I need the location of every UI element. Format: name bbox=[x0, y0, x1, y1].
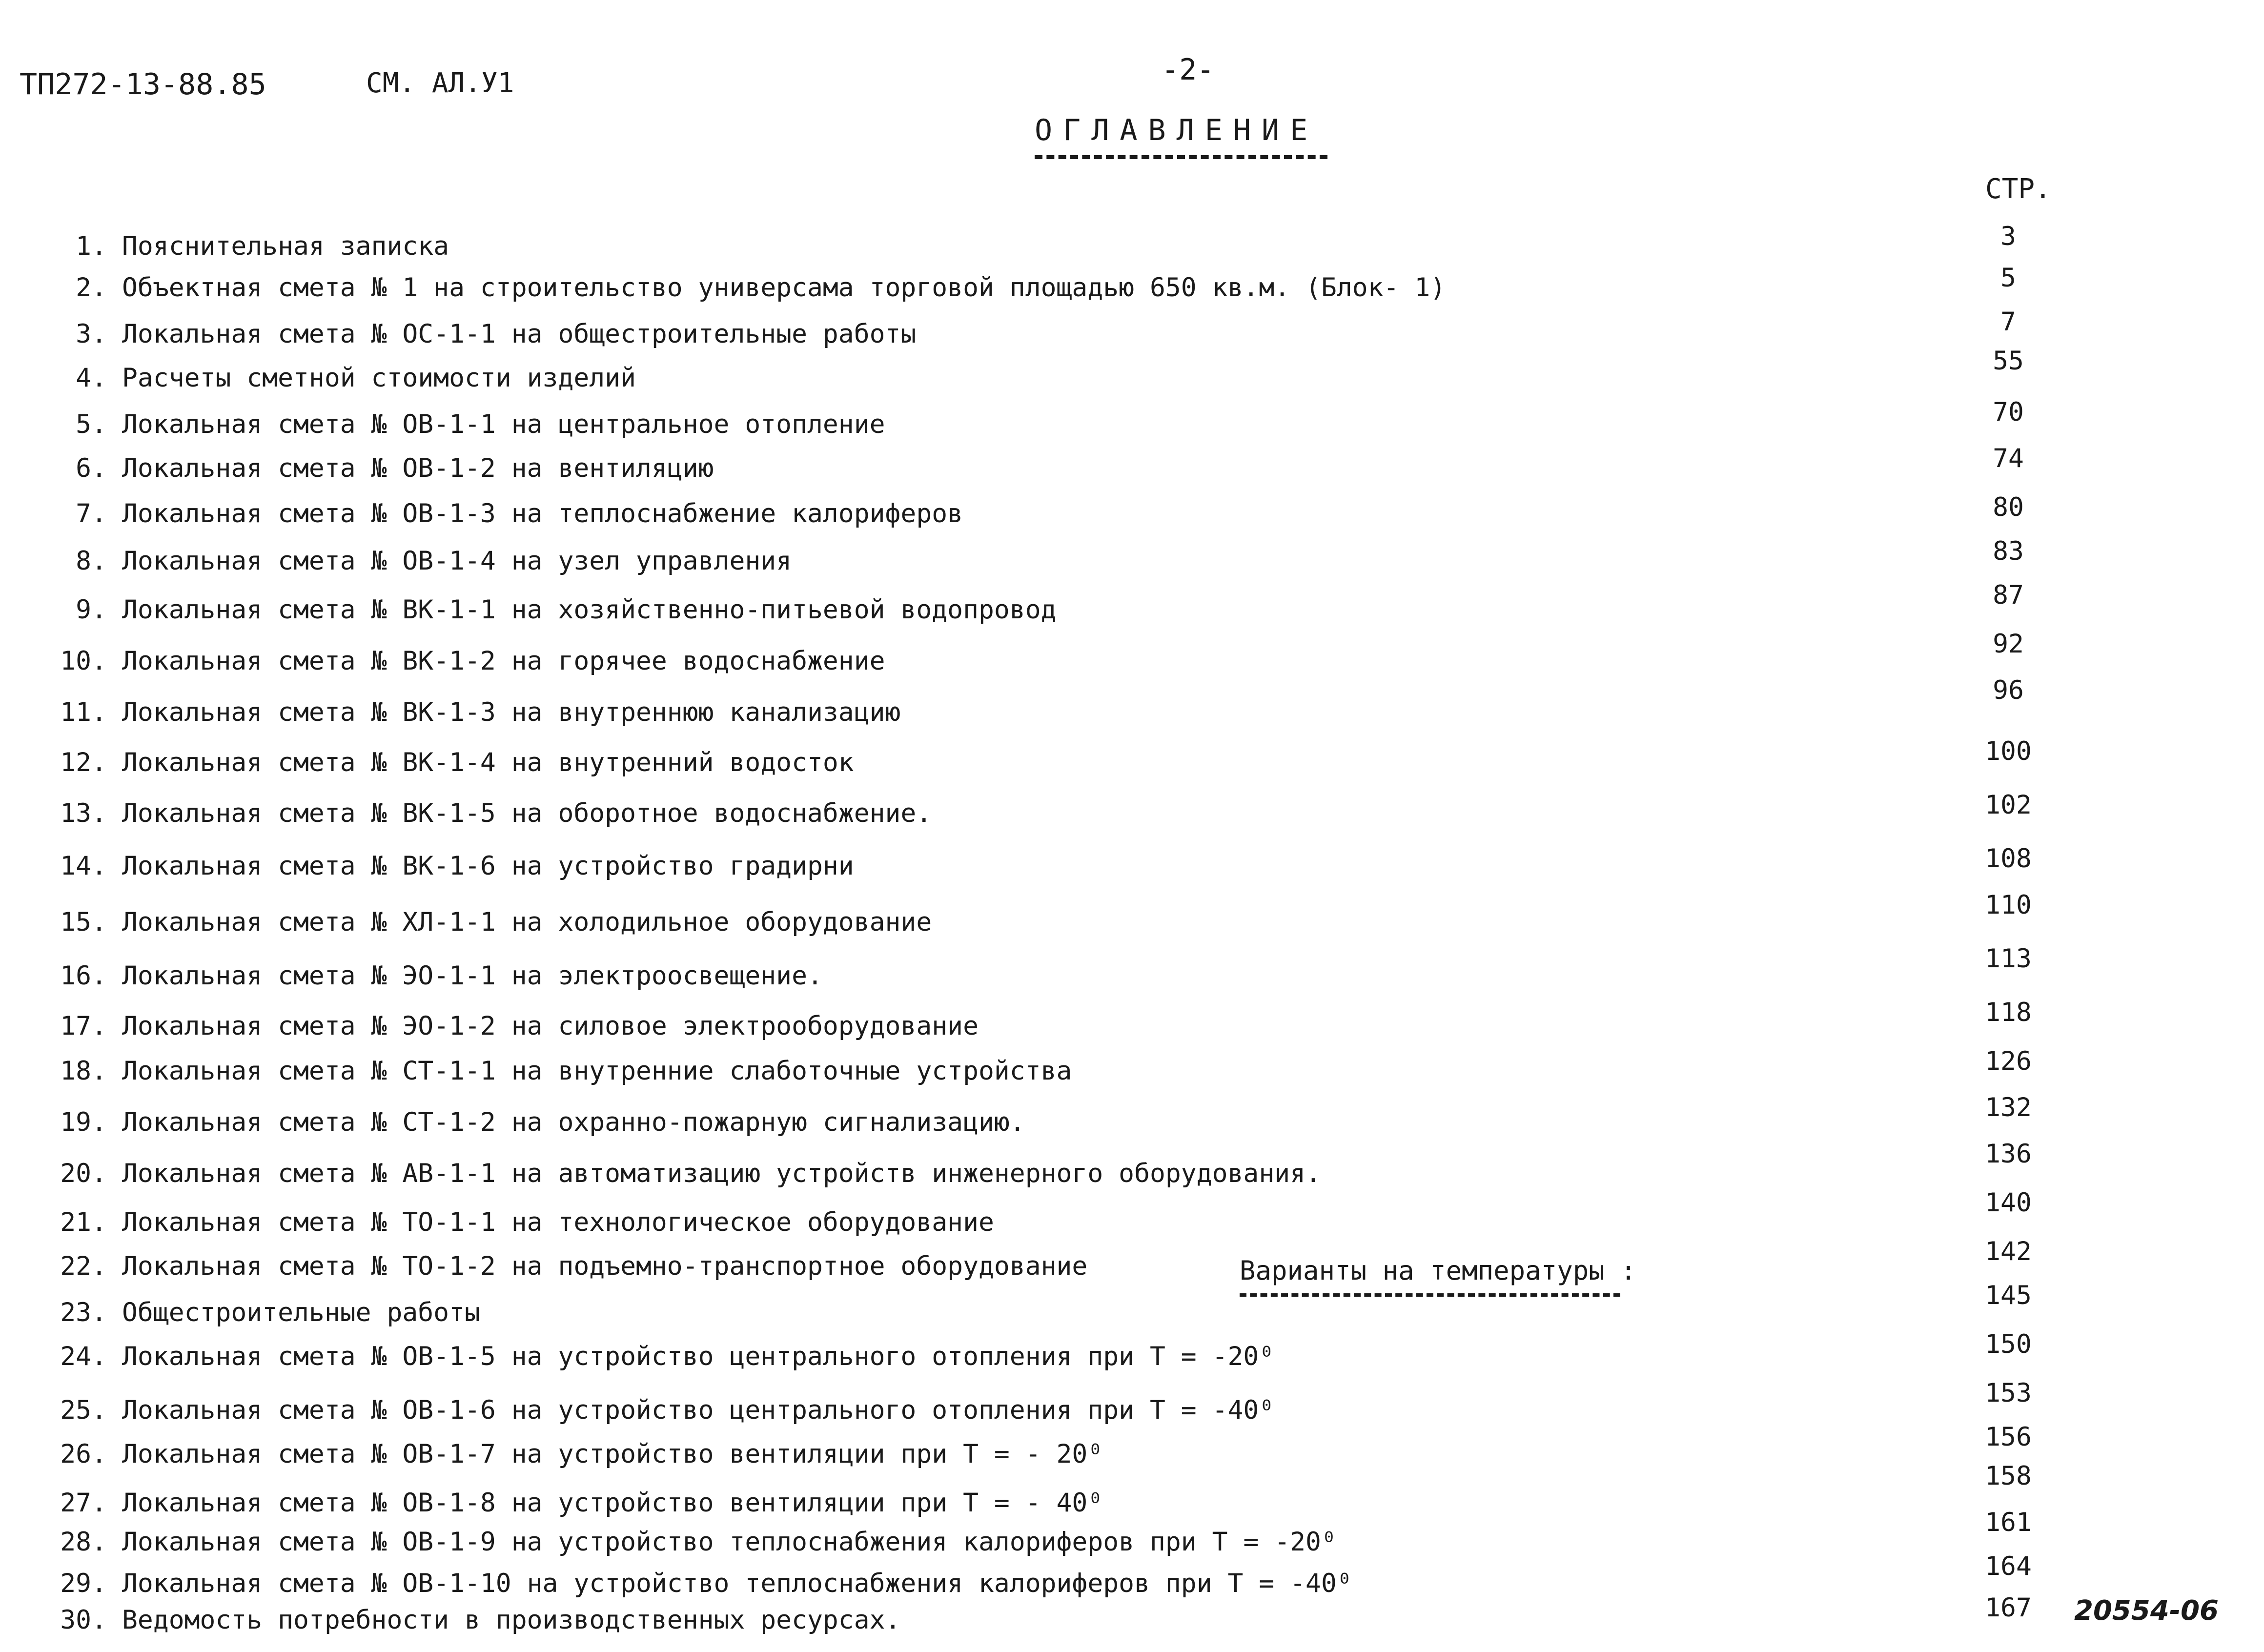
toc-entry-number: 21. bbox=[60, 1207, 107, 1237]
toc-entry-text: Локальная смета № ТО-1-2 на подъемно-транспортное оборудование bbox=[122, 1251, 1088, 1281]
toc-entry-number: 18. bbox=[60, 1056, 107, 1086]
toc-entry-text: Локальная смета № ЭО-1-2 на силовое электрооборудование bbox=[122, 1011, 979, 1041]
toc-entry-text: Локальная смета № ВК-1-5 на оборотное водоснабжение. bbox=[122, 798, 932, 828]
toc-entry bbox=[0, 1093, 2264, 1140]
toc-entry-text: Локальная смета № ХЛ-1-1 на холодильное оборудование bbox=[122, 907, 932, 937]
page-number: -2- bbox=[1162, 53, 1215, 87]
toc-entry-page: 156 bbox=[1985, 1422, 2032, 1452]
toc-entry bbox=[0, 1281, 2264, 1330]
toc-entry bbox=[0, 1188, 2264, 1240]
toc-entry-page: 167 bbox=[1985, 1593, 2032, 1623]
toc-entry bbox=[0, 492, 2264, 531]
toc-entry-number: 23. bbox=[60, 1298, 107, 1327]
toc-entry-number: 14. bbox=[60, 851, 107, 881]
toc-entry-number: 24. bbox=[60, 1342, 107, 1371]
toc-entry-text: Общестроительные работы bbox=[122, 1298, 480, 1327]
toc-entry bbox=[0, 790, 2264, 831]
toc-entry-text: Локальная смета № ОВ-1-2 на вентиляцию bbox=[122, 453, 714, 483]
toc-entry-number: 6. bbox=[76, 453, 107, 483]
toc-entry-page: 83 bbox=[1993, 536, 2024, 566]
toc-entry bbox=[0, 675, 2264, 730]
toc-entry-text: Локальная смета № ОС-1-1 на общестроительные работы bbox=[122, 319, 917, 349]
toc-entry-text: Локальная смета № ВК-1-6 на устройство градирни bbox=[122, 851, 854, 881]
toc-entry-number: 9. bbox=[76, 595, 107, 625]
toc-entry bbox=[0, 397, 2264, 442]
toc-entry-page: 158 bbox=[1985, 1461, 2032, 1491]
toc-entry-text: Локальная смета № ВК-1-3 на внутреннюю канализацию bbox=[122, 697, 901, 727]
toc-entry-page: 145 bbox=[1985, 1281, 2032, 1310]
toc-entry-number: 10. bbox=[60, 646, 107, 676]
toc-entry-number: 3. bbox=[76, 319, 107, 349]
toc-entry-page: 55 bbox=[1993, 346, 2024, 376]
toc-entry-page: 7 bbox=[2000, 307, 2016, 337]
toc-entry-text: Ведомость потребности в производственных ресурсах. bbox=[122, 1605, 901, 1635]
toc-entry-text: Локальная смета № ВК-1-1 на хозяйственно-питьевой водопровод bbox=[122, 595, 1057, 625]
toc-entry-page: 150 bbox=[1985, 1329, 2032, 1359]
toc-entry-page: 80 bbox=[1993, 492, 2024, 522]
toc-entry bbox=[0, 307, 2264, 351]
toc-entry-page: 118 bbox=[1985, 998, 2032, 1027]
toc-entry bbox=[0, 844, 2264, 883]
toc-entry bbox=[0, 1422, 2264, 1471]
toc-entry-number: 25. bbox=[60, 1395, 107, 1425]
toc-entry-page: 74 bbox=[1993, 444, 2024, 473]
toc-entry-text: Локальная смета № ОВ-1-6 на устройство центрального отопления при Т = -40⁰ bbox=[122, 1395, 1275, 1425]
toc-entry-text: Пояснительная записка bbox=[122, 231, 449, 261]
toc-entry-number: 13. bbox=[60, 798, 107, 828]
toc-entry-number: 8. bbox=[76, 546, 107, 576]
toc-entry-number: 11. bbox=[60, 697, 107, 727]
toc-entry bbox=[0, 629, 2264, 678]
toc-entry-text: Локальная смета № ОВ-1-8 на устройство вентиляции при Т = - 40⁰ bbox=[122, 1488, 1103, 1518]
toc-entry-number: 2. bbox=[76, 273, 107, 303]
toc-entry-number: 16. bbox=[60, 961, 107, 991]
toc-entry-page: 100 bbox=[1985, 736, 2032, 766]
toc-entry-page: 136 bbox=[1985, 1139, 2032, 1169]
toc-entry-text: Расчеты сметной стоимости изделий bbox=[122, 363, 636, 393]
toc-entry-text: Локальная смета № АВ-1-1 на автоматизацию устройств инженерного оборудования. bbox=[122, 1159, 1321, 1188]
toc-entry-text: Локальная смета № ОВ-1-4 на узел управления bbox=[122, 546, 792, 576]
toc-entry-text: Локальная смета № ОВ-1-7 на устройство вентиляции при Т = - 20⁰ bbox=[122, 1439, 1103, 1469]
toc-entry-number: 4. bbox=[76, 363, 107, 393]
toc-entry-number: 28. bbox=[60, 1527, 107, 1557]
toc-entry-number: 19. bbox=[60, 1107, 107, 1137]
toc-entry-number: 26. bbox=[60, 1439, 107, 1469]
toc-entry bbox=[0, 1237, 2264, 1284]
toc-entry bbox=[0, 580, 2264, 627]
toc-entry-number: 20. bbox=[60, 1159, 107, 1188]
toc-entry-number: 22. bbox=[60, 1251, 107, 1281]
toc-entry bbox=[0, 346, 2264, 395]
toc-entry bbox=[0, 1508, 2264, 1559]
toc-entry-number: 17. bbox=[60, 1011, 107, 1041]
toc-entry bbox=[0, 263, 2264, 305]
toc-title: ОГЛАВЛЕНИЕ bbox=[1035, 113, 1319, 147]
toc-entry-page: 102 bbox=[1985, 790, 2032, 820]
toc-entry bbox=[0, 998, 2264, 1043]
toc-entry bbox=[0, 890, 2264, 939]
toc-entry bbox=[0, 944, 2264, 993]
toc-entry bbox=[0, 1329, 2264, 1374]
toc-entry-page: 142 bbox=[1985, 1237, 2032, 1266]
toc-entry bbox=[0, 1046, 2264, 1088]
toc-entry-text: Локальная смета № ТО-1-1 на технологическое оборудование bbox=[122, 1207, 994, 1237]
toc-entry-number: 7. bbox=[76, 499, 107, 529]
sheet-reference: СМ. АЛ.У1 bbox=[366, 67, 514, 99]
toc-entry-text: Локальная смета № СТ-1-1 на внутренние слаботочные устройства bbox=[122, 1056, 1072, 1086]
toc-entry-page: 110 bbox=[1985, 890, 2032, 920]
toc-entry-page: 96 bbox=[1993, 675, 2024, 705]
toc-entry-page: 153 bbox=[1985, 1378, 2032, 1408]
toc-entry-number: 29. bbox=[60, 1569, 107, 1598]
toc-entry-page: 132 bbox=[1985, 1093, 2032, 1122]
toc-entry-text: Локальная смета № ЭО-1-1 на электроосвещение. bbox=[122, 961, 823, 991]
toc-entry bbox=[0, 1461, 2264, 1520]
toc-entry-number: 12. bbox=[60, 748, 107, 777]
toc-entry-number: 1. bbox=[76, 231, 107, 261]
page-column-header: СТР. bbox=[1985, 173, 2051, 205]
archive-number: 20554-06 bbox=[2074, 1595, 2219, 1627]
toc-entry bbox=[0, 222, 2264, 264]
toc-entry-number: 27. bbox=[60, 1488, 107, 1518]
toc-entry-text: Локальная смета № ОВ-1-3 на теплоснабжение калориферов bbox=[122, 499, 963, 529]
toc-entry-page: 87 bbox=[1993, 580, 2024, 610]
toc-entry-text: Локальная смета № ОВ-1-5 на устройство центрального отопления при Т = -20⁰ bbox=[122, 1342, 1275, 1371]
toc-entry-page: 70 bbox=[1993, 397, 2024, 427]
toc-entry bbox=[0, 536, 2264, 578]
toc-entry bbox=[0, 1139, 2264, 1191]
toc-entry bbox=[0, 1593, 2264, 1637]
toc-entry-text: Локальная смета № ОВ-1-10 на устройство теплоснабжения калориферов при Т = -40⁰ bbox=[122, 1569, 1352, 1598]
document-code: ТП272-13-88.85 bbox=[20, 67, 266, 102]
toc-entry-text: Локальная смета № СТ-1-2 на охранно-пожарную сигнализацию. bbox=[122, 1107, 1025, 1137]
toc-entry-text: Локальная смета № ВК-1-2 на горячее водоснабжение bbox=[122, 646, 885, 676]
toc-entry-number: 15. bbox=[60, 907, 107, 937]
toc-entry-number: 5. bbox=[76, 409, 107, 439]
toc-entry-page: 3 bbox=[2000, 222, 2016, 251]
toc-entry-text: Локальная смета № ОВ-1-9 на устройство теплоснабжения калориферов при Т = -20⁰ bbox=[122, 1527, 1337, 1557]
toc-entry bbox=[0, 444, 2264, 486]
toc-entry-text: Объектная смета № 1 на строительство универсама торговой площадью 650 кв.м. (Блок- 1) bbox=[122, 273, 1446, 303]
toc-entry-text: Локальная смета № ВК-1-4 на внутренний водосток bbox=[122, 748, 854, 777]
title-underline bbox=[1035, 155, 1327, 159]
variants-underline bbox=[1240, 1293, 1620, 1297]
toc-entry-page: 164 bbox=[1985, 1551, 2032, 1581]
toc-entry-page: 92 bbox=[1993, 629, 2024, 659]
toc-entry bbox=[0, 736, 2264, 780]
toc-entry bbox=[0, 1551, 2264, 1601]
toc-entry-text: Локальная смета № ОВ-1-1 на центральное отопление bbox=[122, 409, 885, 439]
variants-note: Варианты на температуры : bbox=[1240, 1255, 1636, 1286]
toc-entry-page: 126 bbox=[1985, 1046, 2032, 1076]
toc-entry-page: 140 bbox=[1985, 1188, 2032, 1218]
toc-entry-page: 108 bbox=[1985, 844, 2032, 874]
toc-entry-page: 113 bbox=[1985, 944, 2032, 974]
toc-entry bbox=[0, 1378, 2264, 1428]
toc-entry-page: 5 bbox=[2000, 263, 2016, 293]
toc-entry-number: 30. bbox=[60, 1605, 107, 1635]
toc-entry-page: 161 bbox=[1985, 1508, 2032, 1537]
